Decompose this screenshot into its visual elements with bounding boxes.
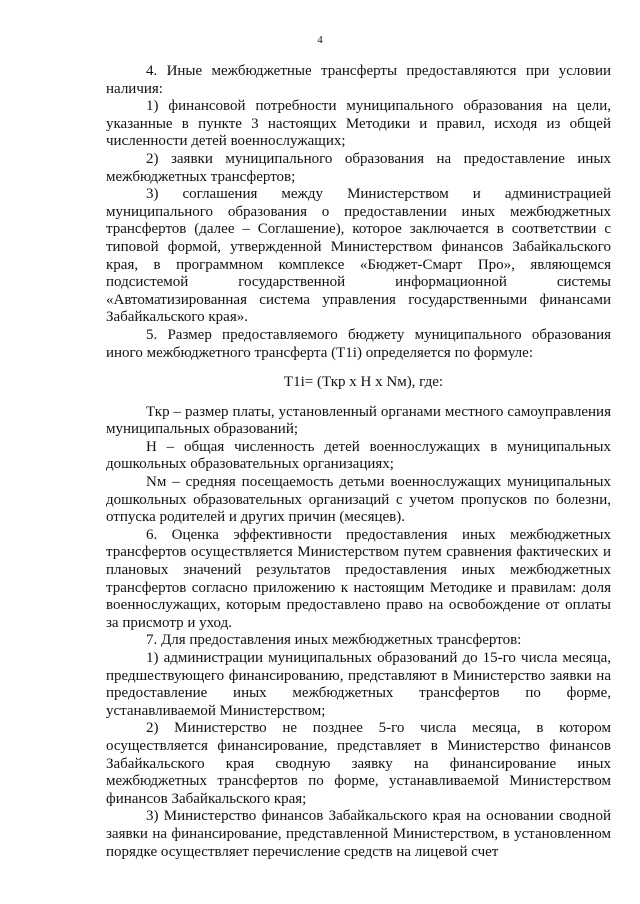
paragraph-item-7-procedure: 7. Для предоставления иных межбюджетных трансфертов: [146, 632, 522, 649]
paragraph-procedure-1: 1) администрации муниципальных образований до 15-го числа месяца, предшествующего финансированию, представляют в Министерство заявки на предоставление иных межбюджетных трансфертов по форме, устанавливаемой Министерством; [106, 650, 611, 719]
paragraph-condition-1: 1) финансовой потребности муниципального образования на цели, указанные в пункте 3 настоящих Методики и правил, исходя из общей численности детей военнослужащих; [106, 98, 611, 150]
paragraph-item-5-amount: 5. Размер предоставляемого бюджету муниципального образования иного межбюджетного трансферта (Т1i) определяется по формуле: [106, 326, 611, 361]
paragraph-procedure-2: 2) Министерство не позднее 5-го числа месяца, в котором осуществляется финансирование, представляет в Министерство финансов Забайкальского края сводную заявку на финансирование иных межбюджетных трансфертов по форме, устанавливаемой Министерством финансов Забайкальского края; [106, 720, 611, 807]
paragraph-item-4-conditions: 4. Иные межбюджетные трансферты предоставляются при условии наличия: [106, 63, 611, 97]
paragraph-item-6-evaluation: 6. Оценка эффективности предоставления иных межбюджетных трансфертов осуществляется Министерством путем сравнения фактических и плановых значений результатов предоставления иных межбюджетных трансфертов согласно приложению к настоящим Методике и правилам: доля военнослужащих, которым предоставлено право на освобождение от оплаты за присмотр и уход. [106, 526, 611, 631]
definition-tkr: Ткр – размер платы, установленный органами местного самоуправления муниципальных образований; [106, 403, 611, 438]
formula: Т1i= (Ткр х Н х Nм), где: [283, 374, 444, 391]
paragraph-procedure-3: 3) Министерство финансов Забайкальского края на основании сводной заявки на финансирование, представленной Министерством, в установленном порядке осуществляет перечисление средств на лицевой счет [106, 808, 611, 860]
page-number: 4 [317, 34, 323, 46]
paragraph-condition-2: 2) заявки муниципального образования на предоставление иных межбюджетных трансфертов; [106, 150, 611, 185]
definition-n: Н – общая численность детей военнослужащих в муниципальных дошкольных образовательных организациях; [106, 438, 611, 473]
definition-nm: Nм – средняя посещаемость детьми военнослужащих муниципальных дошкольных образовательных организаций с учетом пропусков по болезни, отпуска родителей и других причин (месяцев). [106, 474, 611, 526]
paragraph-condition-3: 3) соглашения между Министерством и администрацией муниципального образования о предоставлении иных межбюджетных трансфертов (далее – Соглашение), которое заключается в соответствии с типовой формой, утвержденной Министерством финансов Забайкальского края, в программном комплексе «Бюджет-Смарт Про», являющемся подсистемой государственной информационной системы «Автоматизированная система управления государственными финансами Забайкальского края». [106, 186, 611, 326]
document-body [106, 63, 611, 861]
